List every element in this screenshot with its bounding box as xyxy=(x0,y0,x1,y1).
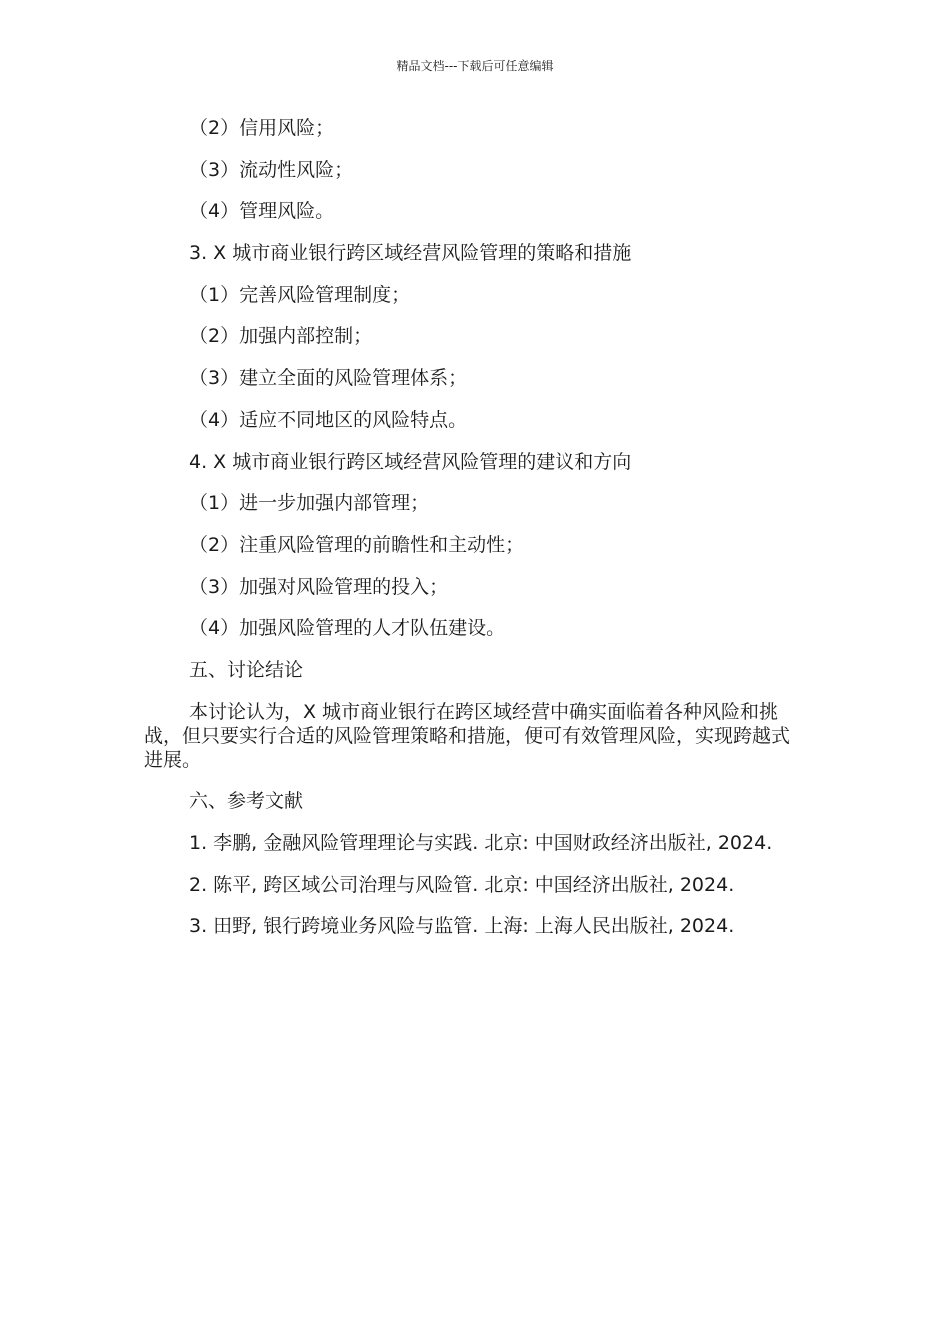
list-item-internal-management: （1）进一步加强内部管理； xyxy=(189,492,430,515)
document-body xyxy=(144,116,792,938)
list-item-regional-adaptation: （4）适应不同地区的风险特点。 xyxy=(189,408,468,431)
list-item-investment: （3）加强对风险管理的投入； xyxy=(189,575,449,598)
section-heading-strategies: 3. X 城市商业银行跨区域经营风险管理的策略和措施 xyxy=(189,242,632,265)
conclusion-paragraph: 本讨论认为，X 城市商业银行在跨区域经营中确实面临着各种风险和挑战，但只要实行合适的风险管理策略和措施，便可有效管理风险，实现跨越式进展。 xyxy=(144,700,791,771)
list-item-credit-risk: （2）信用风险； xyxy=(189,117,335,139)
reference-item-2: 2. 陈平, 跨区域公司治理与风险管. 北京: 中国经济出版社, 2024. xyxy=(189,873,735,896)
section-heading-references: 六、参考文献 xyxy=(189,790,304,813)
list-item-comprehensive-system: （3）建立全面的风险管理体系； xyxy=(189,367,468,390)
section-heading-conclusion: 五、讨论结论 xyxy=(189,658,304,681)
list-item-proactive: （2）注重风险管理的前瞻性和主动性； xyxy=(189,533,525,556)
list-item-improve-system: （1）完善风险管理制度； xyxy=(189,283,411,306)
reference-item-3: 3. 田野, 银行跨境业务风险与监管. 上海: 上海人民出版社, 2024. xyxy=(189,915,735,938)
page-header: 精品文档---下载后可任意编辑 xyxy=(396,59,554,73)
list-item-liquidity-risk: （3）流动性风险； xyxy=(189,158,354,181)
reference-item-1: 1. 李鹏, 金融风险管理理论与实践. 北京: 中国财政经济出版社, 2024. xyxy=(189,832,773,854)
list-item-internal-control: （2）加强内部控制； xyxy=(189,325,373,348)
list-item-talent: （4）加强风险管理的人才队伍建设。 xyxy=(189,617,506,640)
list-item-management-risk: （4）管理风险。 xyxy=(189,200,335,223)
section-heading-suggestions: 4. X 城市商业银行跨区域经营风险管理的建议和方向 xyxy=(189,450,632,473)
